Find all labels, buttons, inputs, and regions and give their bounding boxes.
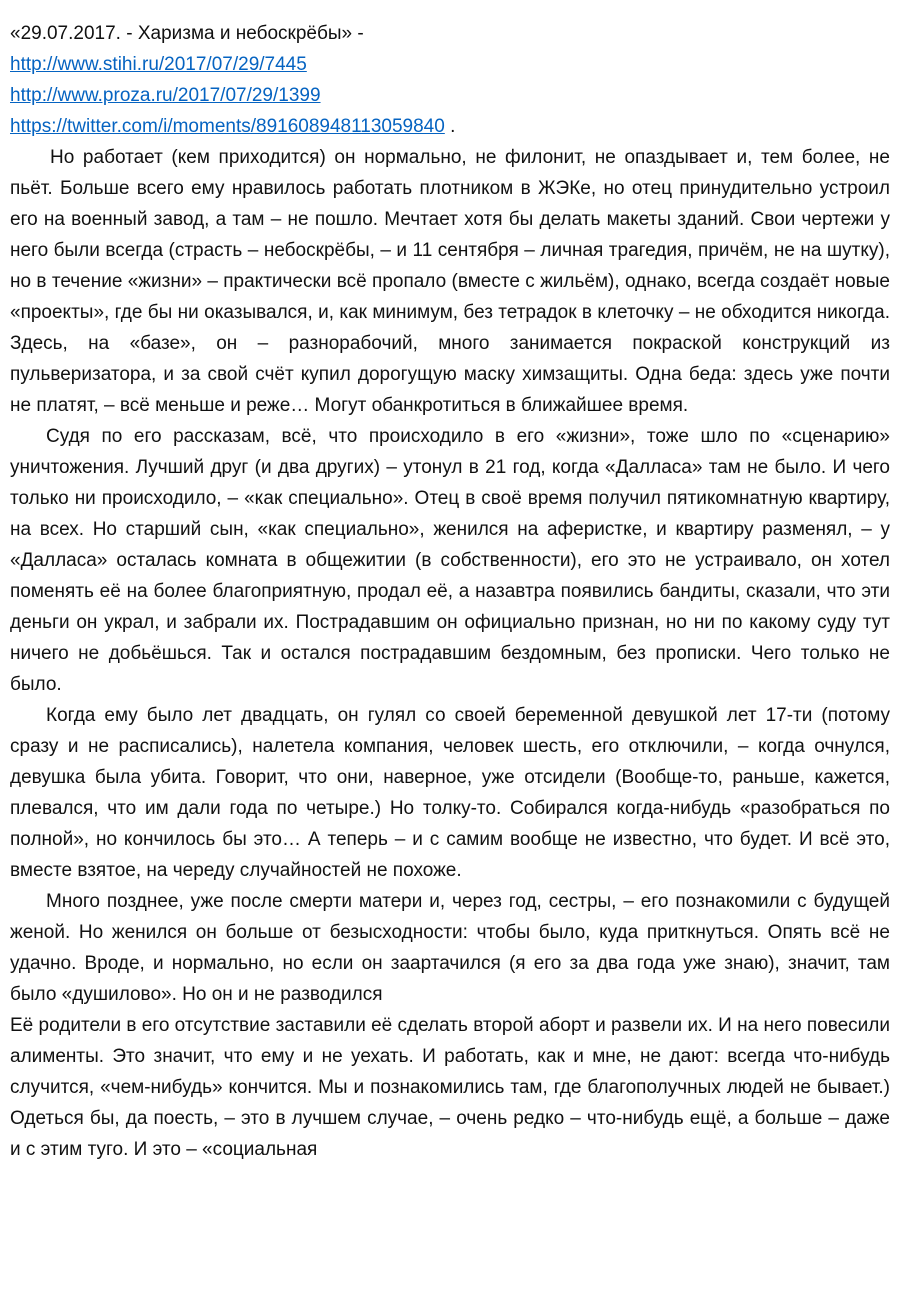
proza-link[interactable]: http://www.proza.ru/2017/07/29/1399 (10, 85, 321, 106)
paragraph-1: Но работает (кем приходится) он нормально, не филонит, не опаздывает и, тем более, не пьёт. Больше всего ему нравилось работать плотником в ЖЭКе, но отец принудительно устроил его на военный завод, а там – не пошло. Мечтает хотя бы делать макеты зданий. Свои чертежи у него были всегда (страсть – небоскрёбы, – и 11 сентября – личная трагедия, причём, не на шутку), но в течение «жизни» – практически всё пропало (вместе с жильём), однако, всегда создаёт новые «проекты», где бы ни оказывался, и, как минимум, без тетрадок в клеточку – не обходится никогда. Здесь, на «базе», он – разнорабочий, много занимается покраской конструкций из пульверизатора, и за свой счёт купил дорогущую маску химзащиты. Одна беда: здесь уже почти не платят, – всё меньше и реже… Могут обанкротиться в ближайшее время. (10, 147, 890, 416)
twitter-link[interactable]: https://twitter.com/i/moments/891608948113059840 (10, 116, 445, 137)
document-page (10, 18, 890, 1165)
paragraph-5: Её родители в его отсутствие заставили её сделать второй аборт и развели их. И на него повесили алименты. Это значит, что ему и не уехать. И работать, как и мне, не дают: всегда что-нибудь случится, «чем-нибудь» кончится. Мы и познакомились там, где благополучных людей не бывает.) Одеться бы, да поесть, – это в лучшем случае, – очень редко – что-нибудь ещё, а больше – даже и с этим туго. И это – «социальная (10, 1015, 890, 1160)
trailing-period: . (444, 116, 456, 137)
paragraph-3: Когда ему было лет двадцать, он гулял со своей беременной девушкой лет 17-ти (потому сразу и не расписались), налетела компания, человек шесть, его отключили, – когда очнулся, девушка была убита. Говорит, что они, наверное, уже отсидели (Вообще-то, раньше, кажется, плевался, что им дали года по четыре.) Но толку-то. Собирался когда-нибудь «разобраться по полной», но кончилось бы это… А теперь – и с самим вообще не известно, что будет. И всё это, вместе взятое, на череду случайностей не похоже. (10, 705, 890, 881)
paragraph-2: Судя по его рассказам, всё, что происходило в его «жизни», тоже шло по «сценарию» уничтожения. Лучший друг (и два других) – утонул в 21 год, когда «Далласа» там не было. И чего только ни происходило, – «как специально». Отец в своё время получил пятикомнатную квартиру, на всех. Но старший сын, «как специально», женился на аферистке, и квартиру разменял, – у «Далласа» осталась комната в общежитии (в собственности), его это не устраивало, он хотел поменять её на более благоприятную, продал её, а назавтра появились бандиты, сказали, что эти деньги он украл, и забрали их. Пострадавшим он официально признан, но ни по какому суду тут ничего не добьёшься. Так и остался пострадавшим бездомным, без прописки. Чего только не было. (10, 426, 890, 695)
paragraph-4: Много позднее, уже после смерти матери и, через год, сестры, – его познакомили с будущей женой. Но женился он больше от безысходности: чтобы было, куда приткнуться. Опять всё не удачно. Вроде, и нормально, но если он заартачился (я его за два года уже знаю), значит, там было «душилово». Но он и не разводился (10, 891, 890, 1005)
stihi-link[interactable]: http://www.stihi.ru/2017/07/29/7445 (10, 54, 307, 75)
document-title-line: «29.07.2017. - Харизма и небоскрёбы» - (10, 23, 364, 44)
